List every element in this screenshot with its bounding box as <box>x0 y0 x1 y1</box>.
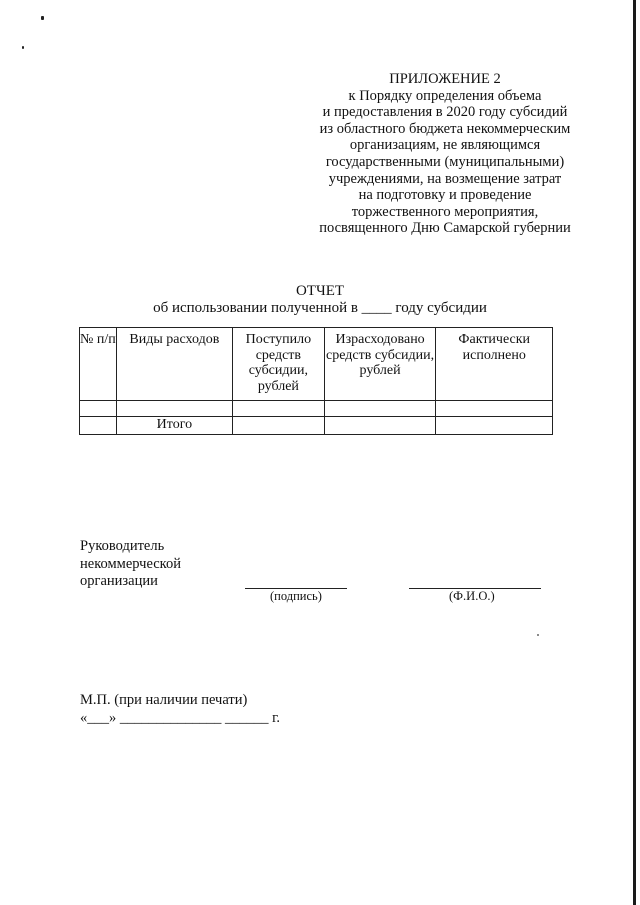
table-cell <box>80 401 117 417</box>
appendix-line: из областного бюджета некоммерческим <box>319 120 571 137</box>
header-expense-type: Виды расходов <box>116 328 232 401</box>
table-total-row <box>80 417 553 435</box>
table-cell <box>116 401 232 417</box>
report-table <box>79 327 553 435</box>
scan-speck <box>537 634 539 636</box>
appendix-line: к Порядку определения объема <box>348 87 542 104</box>
signer-line: организации <box>80 573 158 589</box>
table-cell <box>233 401 325 417</box>
table-cell <box>324 417 436 435</box>
signer-line: некоммерческой <box>80 555 181 572</box>
stamp-note: М.П. (при наличии печати) <box>80 692 248 708</box>
report-title: ОТЧЕТ <box>295 283 345 299</box>
appendix-line: государственными (муниципальными) <box>325 153 565 170</box>
appendix-line: на подготовку и проведение <box>358 187 532 204</box>
fio-caption: (Ф.И.О.) <box>449 589 495 603</box>
appendix-line: учреждениями, на возмещение затрат <box>328 170 562 187</box>
appendix-line: торжественного мероприятия, <box>351 203 539 220</box>
appendix-line: и предоставления в 2020 году субсидий <box>322 104 568 121</box>
signer-block <box>80 538 181 591</box>
report-subtitle: об использовании полученной в ____ году субсидии <box>153 300 487 316</box>
table-cell <box>80 417 117 435</box>
date-line: «___» ______________ ______ г. <box>80 710 281 726</box>
header-spent: Израсходовано средств субсидии, рублей <box>324 328 436 401</box>
table-cell <box>233 417 325 435</box>
appendix-line: посвященного Дню Самарской губернии <box>319 220 571 237</box>
table-cell <box>436 401 553 417</box>
scan-speck <box>22 46 24 49</box>
signer-line: Руководитель <box>80 538 165 554</box>
signature-caption: (подпись) <box>270 589 322 603</box>
table-row <box>80 401 553 417</box>
page-edge-border <box>633 0 636 905</box>
appendix-title: ПРИЛОЖЕНИЕ 2 <box>389 71 501 87</box>
header-received: Поступило средств субсидии, рублей <box>233 328 325 401</box>
appendix-line: организациям, не являющимся <box>349 137 541 154</box>
appendix-header <box>280 71 610 237</box>
scan-speck <box>41 16 44 20</box>
total-label: Итого <box>116 417 232 435</box>
header-number: № п/п <box>80 328 117 401</box>
header-actually-executed: Фактически исполнено <box>436 328 553 401</box>
table-cell <box>436 417 553 435</box>
table-header-row <box>80 328 553 401</box>
table-cell <box>324 401 436 417</box>
